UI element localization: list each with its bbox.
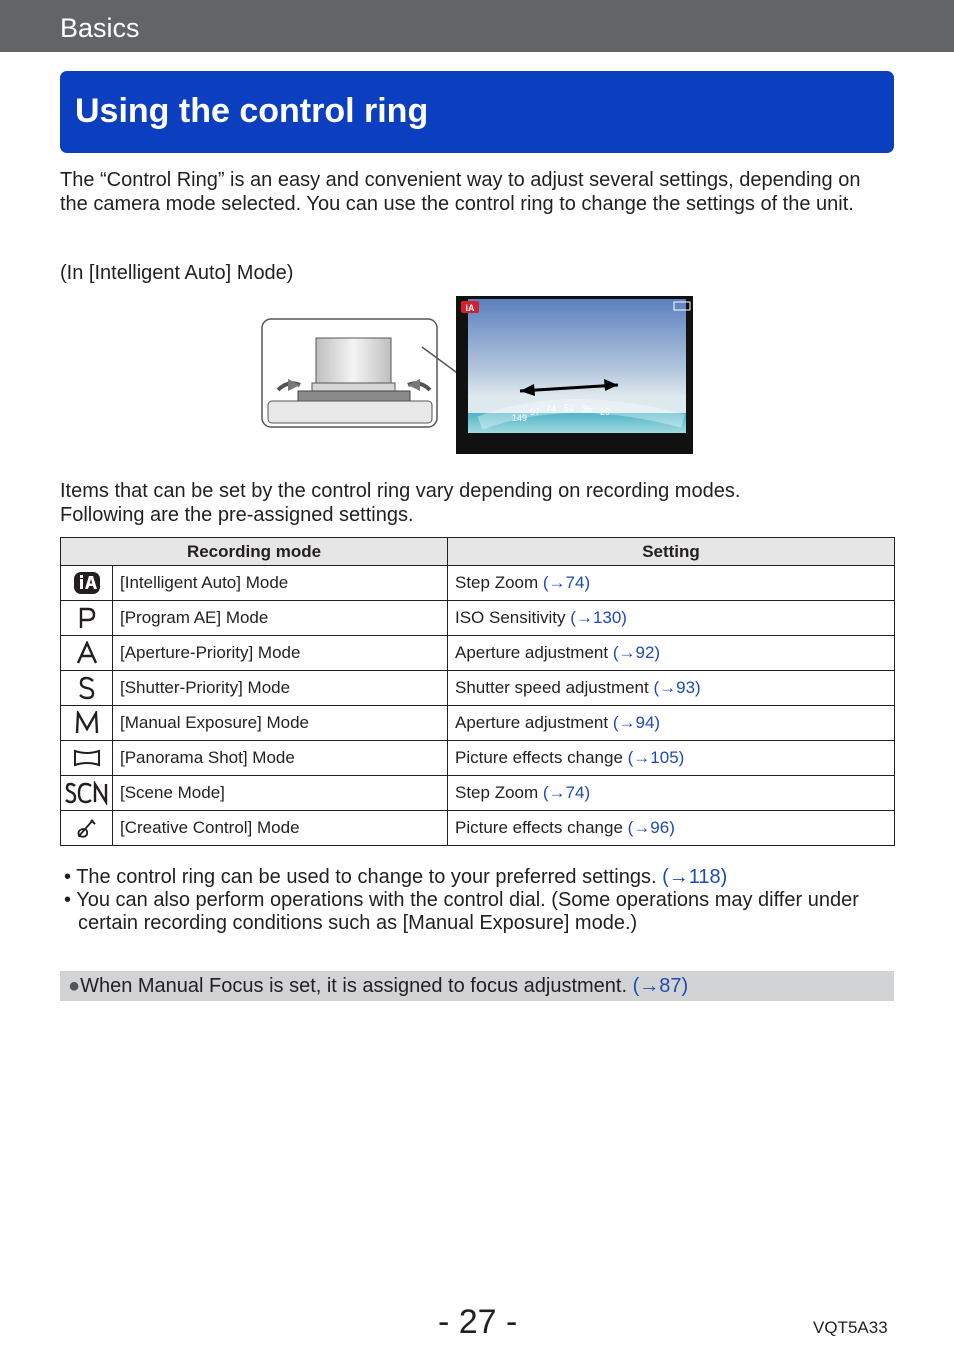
bullet-dot-icon: ● — [68, 975, 81, 997]
page-ref-link[interactable]: (→118) — [662, 866, 728, 888]
section-label: Basics — [60, 13, 140, 43]
scale-tick-5: 36 — [582, 404, 593, 414]
intelligent-auto-icon — [73, 571, 101, 595]
bullet-text: The control ring can be used to change to your preferred settings. — [76, 866, 657, 888]
page-ref-link[interactable]: (→105) — [627, 748, 685, 767]
table-row — [61, 741, 895, 776]
row-setting: Aperture adjustment — [455, 713, 609, 732]
control-ring-illustration — [258, 295, 698, 462]
row-setting: Picture effects change — [455, 818, 623, 837]
list-item: • The control ring can be used to change to your preferred settings. (→118) — [64, 866, 728, 888]
items-paragraph — [60, 479, 740, 527]
page-ref-link[interactable]: (→87) — [632, 975, 689, 997]
scale-tick-2: 97 — [530, 407, 541, 417]
aperture-priority-icon — [75, 641, 99, 665]
row-setting: Shutter speed adjustment — [455, 678, 649, 697]
row-mode: [Program AE] Mode — [113, 601, 448, 636]
top-bar — [0, 0, 954, 52]
lcd-screen — [456, 296, 693, 454]
table-row — [61, 776, 895, 811]
row-mode: [Manual Exposure] Mode — [113, 706, 448, 741]
creative-control-icon — [75, 816, 99, 840]
settings-table — [60, 537, 895, 846]
scale-tick-4: 52 — [564, 403, 575, 413]
scale-tick-6: 29 — [600, 407, 611, 417]
manual-exposure-icon — [74, 711, 100, 735]
page-ref-link[interactable]: (→74) — [542, 783, 591, 802]
page-ref-link[interactable]: (→92) — [612, 643, 661, 662]
page-ref-link[interactable]: (→94) — [612, 713, 661, 732]
bullet-list — [64, 866, 894, 935]
row-mode: [Intelligent Auto] Mode — [113, 566, 448, 601]
table-row — [61, 671, 895, 706]
header-recording-mode: Recording mode — [61, 538, 448, 566]
header-setting: Setting — [448, 538, 895, 566]
scene-mode-icon — [64, 781, 110, 805]
row-mode: [Shutter-Priority] Mode — [113, 671, 448, 706]
note-text: When Manual Focus is set, it is assigned to focus adjustment. — [80, 975, 628, 997]
page-ref-link[interactable]: (→74) — [542, 573, 591, 592]
row-mode: [Creative Control] Mode — [113, 811, 448, 846]
row-mode: [Scene Mode] — [113, 776, 448, 811]
ia-badge: iA — [465, 303, 475, 313]
table-row — [61, 566, 895, 601]
scale-tick-1: 149 — [512, 413, 528, 423]
program-ae-icon — [75, 606, 99, 630]
list-item: • You can also perform operations with the control dial. (Some operations may differ under certain recording conditions such as [Manual Exposure] mode.) — [64, 889, 859, 934]
table-row — [61, 706, 895, 741]
page-title: Using the control ring — [75, 92, 429, 130]
panorama-icon — [73, 748, 101, 768]
title-banner — [60, 71, 894, 153]
intro-paragraph: The “Control Ring” is an easy and convenient way to adjust several settings, depending on the camera mode selected. You can use the control ring to change the settings of the unit. — [60, 169, 861, 215]
row-setting: Picture effects change — [455, 748, 623, 767]
items-line-1: Items that can be set by the control ring vary depending on recording modes. — [60, 480, 741, 502]
row-setting: Step Zoom — [455, 573, 539, 592]
shutter-priority-icon — [75, 676, 99, 700]
document-code: VQT5A33 — [813, 1318, 888, 1337]
items-line-2: Following are the pre-assigned settings. — [60, 504, 414, 526]
page-ref-link[interactable]: (→96) — [627, 818, 675, 837]
table-row — [61, 636, 895, 671]
page-ref-link[interactable]: (→93) — [653, 678, 701, 697]
row-setting: Step Zoom — [455, 783, 539, 802]
scale-tick-3: 74 — [546, 404, 557, 414]
table-row — [61, 601, 895, 636]
row-mode: [Aperture-Priority] Mode — [113, 636, 448, 671]
table-row — [61, 811, 895, 846]
row-setting: ISO Sensitivity — [455, 608, 566, 627]
page-ref-link[interactable]: (→130) — [570, 608, 627, 627]
row-mode: [Panorama Shot] Mode — [113, 741, 448, 776]
note-bar — [60, 971, 894, 1001]
page-number: - 27 - — [438, 1303, 518, 1341]
row-setting: Aperture adjustment — [455, 643, 609, 662]
mode-note: (In [Intelligent Auto] Mode) — [60, 262, 294, 284]
bullet-text: You can also perform operations with the control dial. (Some operations may differ under certain recording conditions such as [Manual Exposure] mode.) — [76, 889, 859, 934]
